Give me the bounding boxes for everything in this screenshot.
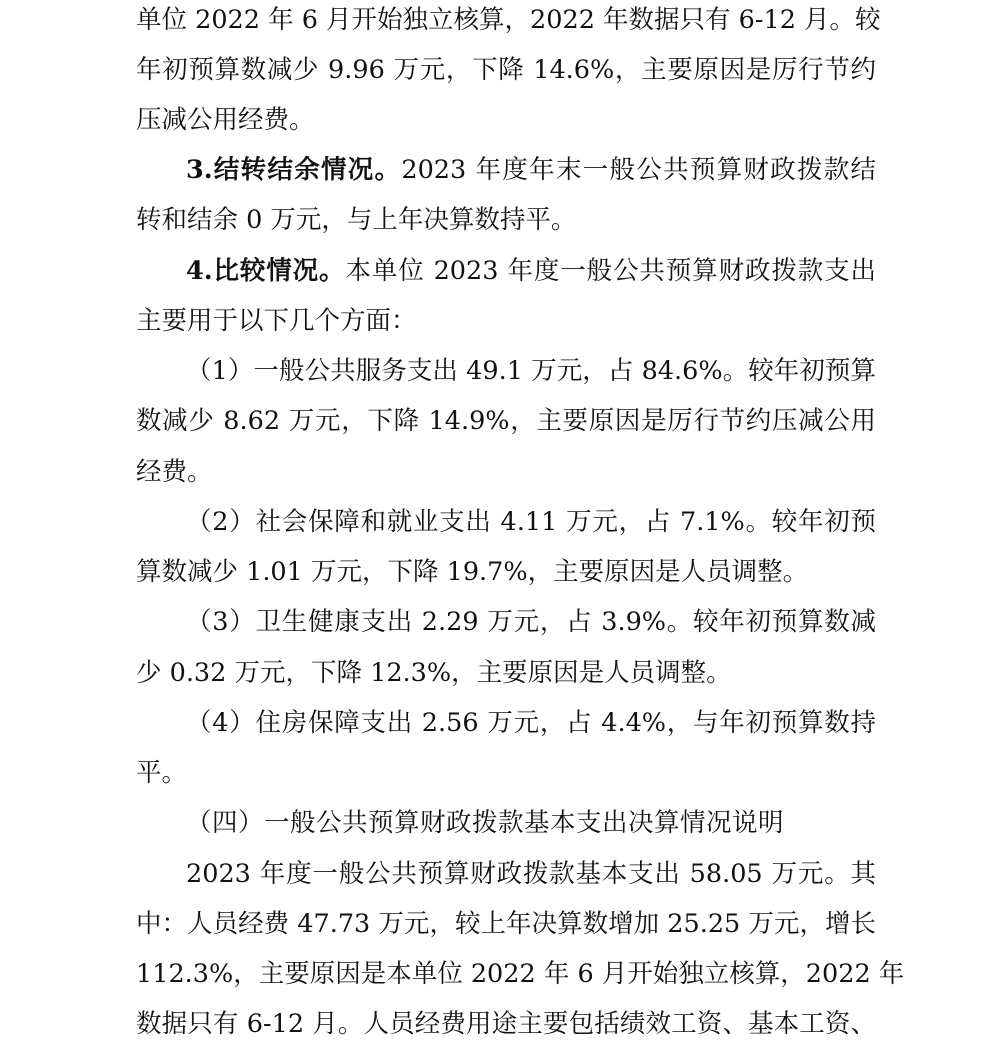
list-item-2: （2）社会保障和就业支出 4.11 万元，占 7.1%。较年初预 (186, 507, 876, 537)
list-item-3: （3）卫生健康支出 2.29 万元，占 3.9%。较年初预算数减 (186, 607, 876, 637)
text-line: 单位 2022 年 6 月开始独立核算，2022 年数据只有 6-12 月。较 (136, 5, 881, 35)
text-line: 压减公用经费。 (136, 105, 315, 135)
text-line: 经费。 (136, 457, 213, 487)
text-line: 算数减少 1.01 万元，下降 19.7%，主要原因是人员调整。 (136, 557, 809, 587)
text-line: 中：人员经费 47.73 万元，较上年决算数增加 25.25 万元，增长 (136, 909, 876, 939)
section-4-line (186, 256, 876, 286)
section-3-line (186, 155, 876, 185)
section-heading: （四）一般公共预算财政拨款基本支出决算情况说明 (186, 808, 785, 838)
list-item-4: （4）住房保障支出 2.56 万元，占 4.4%，与年初预算数持 (186, 708, 876, 738)
text-line: 转和结余 0 万元，与上年决算数持平。 (136, 205, 577, 235)
text-line: 112.3%，主要原因是本单位 2022 年 6 月开始独立核算，2022 年 (136, 959, 905, 989)
section-3-text: 2023 年度年末一般公共预算财政拨款结 (401, 155, 876, 185)
section-4-text: 本单位 2023 年度一般公共预算财政拨款支出 (345, 256, 876, 286)
list-item-1: （1）一般公共服务支出 49.1 万元，占 84.6%。较年初预算 (186, 356, 876, 386)
section-3-lead: 3.结转结余情况。 (186, 155, 402, 185)
text-line: 平。 (136, 758, 188, 788)
text-line: 少 0.32 万元，下降 12.3%，主要原因是人员调整。 (136, 658, 732, 688)
section-4-lead: 4.比较情况。 (186, 256, 346, 286)
text-line: 年初预算数减少 9.96 万元，下降 14.6%，主要原因是厉行节约 (136, 55, 876, 85)
text-line: 数据只有 6-12 月。人员经费用途主要包括绩效工资、基本工资、 (136, 1009, 876, 1039)
text-line: 数减少 8.62 万元，下降 14.9%，主要原因是厉行节约压减公用 (136, 406, 876, 436)
text-line: 2023 年度一般公共预算财政拨款基本支出 58.05 万元。其 (186, 859, 876, 889)
text-line: 主要用于以下几个方面： (136, 306, 417, 336)
